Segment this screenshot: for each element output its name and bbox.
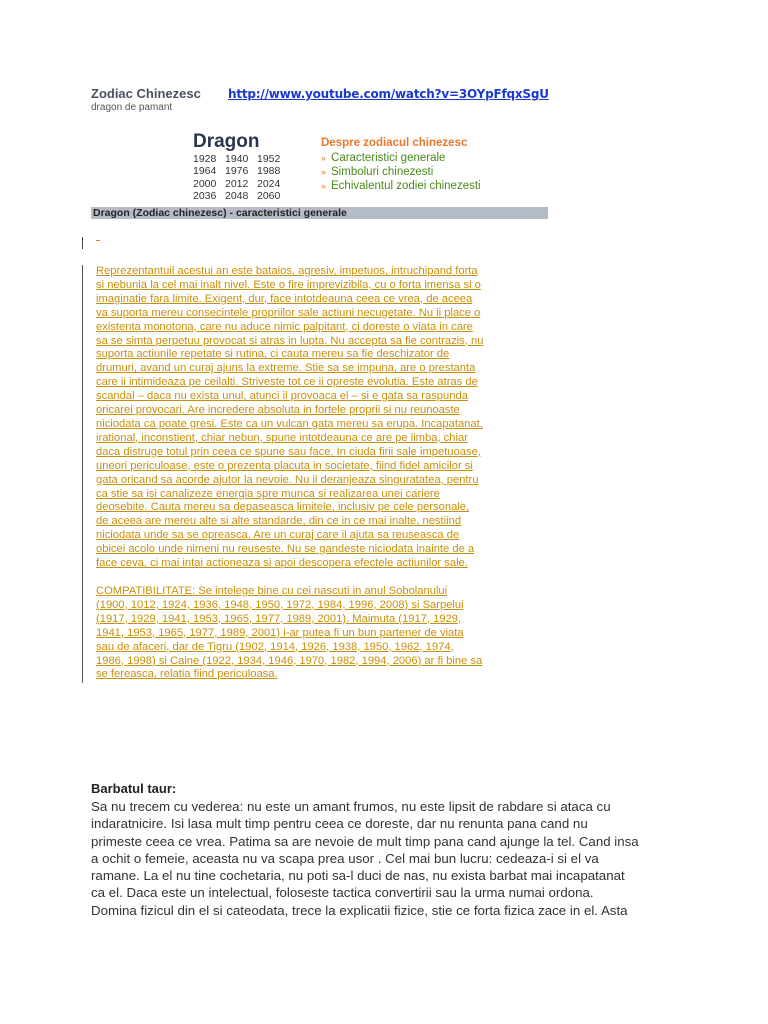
link-simboluri[interactable] [321,165,481,179]
text-line: deosebite. Cauta mereu sa depaseasca limitele, inclusiv pe cele personale, [96,501,470,514]
year: 1940 [225,153,249,165]
text-line: sa se simta perpetuu provocat si atras in lupta. Nu accepta sa fie contrazis, nu [96,334,484,347]
text-line: 1986, 1998) si Caine (1922, 1934, 1946, 1970, 1982, 1994, 2006) ar fi bine sa [96,654,483,667]
years-row [193,153,289,165]
about-zodiac-heading: Despre zodiacul chinezesc [321,137,468,149]
text-cursor-mark [82,237,83,249]
link-echivalentul[interactable] [321,179,481,193]
text-line: suporta actiunile repetate si rutina, ci cauta mereu sa fie deschizator de [96,348,450,361]
compatibility-paragraph [96,585,546,682]
year: 2012 [225,177,249,190]
text-line: sau de afaceri, dar de Tigru (1902, 1914, 1926, 1938, 1950, 1962, 1974, [96,640,454,653]
section-header-bar: Dragon (Zodiac chinezesc) - caracteristici generale [91,207,548,219]
year: 2060 [257,189,281,202]
dragon-years-table [193,153,289,202]
text-line: uneori periculoase, este o prezenta placuta in societate, fiind fidel amicilor si [96,459,473,472]
year: 2000 [193,177,217,190]
year: 2048 [225,189,249,202]
text-line: a ochit o femeie, aceasta nu va scapa prea usor . Cel mai bun lucru: cedeaza-i si el va [91,850,599,866]
document-title: Zodiac Chinezesc [91,86,201,101]
text-line: oricarei provocari. Are incredere absoluta in fortele proprii si nu reunoaste [96,404,460,417]
year: 2024 [257,177,281,190]
text-line: niciodata unde sa se opreasca. Are un curaj care il ajuta sa reuseasca de [96,529,460,542]
text-line: face ceva, ci mai intai actioneaza si apoi descopera efectele actiunilor sale. [96,557,468,570]
barbatul-paragraph [91,798,691,919]
text-line: COMPATIBILITATE: Se intelege bine cu cei nascuti in anul Sobolanului [96,585,448,597]
text-line: care ii intimideaza pe ceilalti. Striveste tot ce ii opreste evolutia. Este atras de [96,376,478,389]
year: 1976 [225,165,249,178]
characteristics-paragraph [96,265,546,571]
barbatul-heading: Barbatul taur: [91,781,177,796]
year: 1964 [193,165,217,178]
text-line: Sa nu trecem cu vederea: nu este un amant frumos, nu este lipsit de rabdare si ataca cu [91,799,611,814]
about-zodiac-links [321,151,481,193]
year: 1928 [193,153,217,165]
document-subtitle: dragon de pamant [91,102,173,113]
year: 1988 [257,165,281,178]
underline-stub [96,240,100,241]
text-line: (1900, 1012, 1924, 1936, 1948, 1950, 1972, 1984, 1996, 2008) si Sarpelui [96,598,464,611]
text-line: ramane. La el nu tine cochetaria, nu poti sa-l duci de nas, nu exista barbat mai incapatanat [91,868,625,884]
link-caracteristici[interactable] [321,151,481,165]
text-line: obicei acolo unde nimeni nu reuseste. Nu se gandeste niciodata inainte de a [96,543,475,556]
text-line: existenta monotona, care nu aduce nimic palpitant, ci doreste o viata in care [96,320,473,333]
text-line: 1941, 1953, 1965, 1977, 1989, 2001) i-ar putea fi un bun partener de viata [96,626,464,639]
youtube-link[interactable]: http://www.youtube.com/watch?v=3OYpFfqxSgU [228,87,549,101]
text-line: de aceea are mereu alte si alte standarde, din ce in ce mai inalte, nestiind [96,515,462,528]
text-line: va suporta mereu consecintele propriilor sale actiuni necugetate. Nu ii place o [96,306,481,319]
link-label: Simboluri chinezesti [331,166,434,178]
year: 2036 [193,189,217,202]
text-line: scandal – daca nu exista unul, atunci il provoaca el – si e gata sa raspunda [96,390,468,403]
text-line: drumuri, avand un curaj ajuns la extreme. Stie sa se impuna, are o prestanta [96,362,476,375]
year: 1952 [257,153,281,165]
bullet-icon: » [321,181,327,191]
text-line: Reprezentantuil acestui an este bataios, agresiv, impetuos, intruchipand forta [96,265,478,277]
text-line: niciodata ca poate gresi. Este ca un vulcan gata mereu sa erupa. Incapatanat, [96,417,483,430]
text-line: se fereasca, relatia fiind periculoasa. [96,668,278,681]
text-line: ca stie sa isi canalizeze energia spre munca si realizarea unei cariere [96,487,440,500]
quote-bar [82,265,83,683]
text-line: primeste ceea ce vrea. Patima sa are nevoie de mult timp pana cand ajunge la tel. Cand insa [91,833,639,849]
years-row [193,190,289,202]
text-line: ca el. Daca este un intelectual, foloseste tactica convertirii sau la urma numai ordona. [91,885,594,901]
years-row [193,165,289,177]
dragon-heading: Dragon [193,131,260,152]
text-line: irational, inconstient, chiar nebun, spune intotdeauna ce are pe limba, chiar [96,431,468,444]
text-line: si nebunia la cel mai inalt nivel. Este o fire imprevizibila, cu o forta imensa si o [96,278,481,291]
text-line: Domina fizicul din el si cateodata, trece la explicatii fizice, stie ce forta fizica zace in el. Asta [91,902,628,918]
text-line: daca distruge totul prin ceea ce spune sau face. In ciuda firii sale impetuoase, [96,445,481,458]
link-label: Caracteristici generale [331,152,446,164]
years-row [193,178,289,190]
text-line: gata oricand sa acorde ajutor la nevoie. Nu il deranjeaza singuratatea, pentru [96,473,479,486]
bullet-icon: » [321,167,327,177]
text-line: imaginatie fara limite. Exigent, dur, face intotdeauna ceea ce vrea, de aceea [96,292,473,305]
bullet-icon: » [321,153,327,163]
text-line: indaratnicire. Isi lasa mult timp pentru ceea ce doreste, dar nu renunta pana cand nu [91,816,588,832]
text-line: (1917, 1929, 1941, 1953, 1965, 1977, 1989, 2001). Maimuta (1917, 1929, [96,612,462,625]
link-label: Echivalentul zodiei chinezesti [331,180,481,192]
